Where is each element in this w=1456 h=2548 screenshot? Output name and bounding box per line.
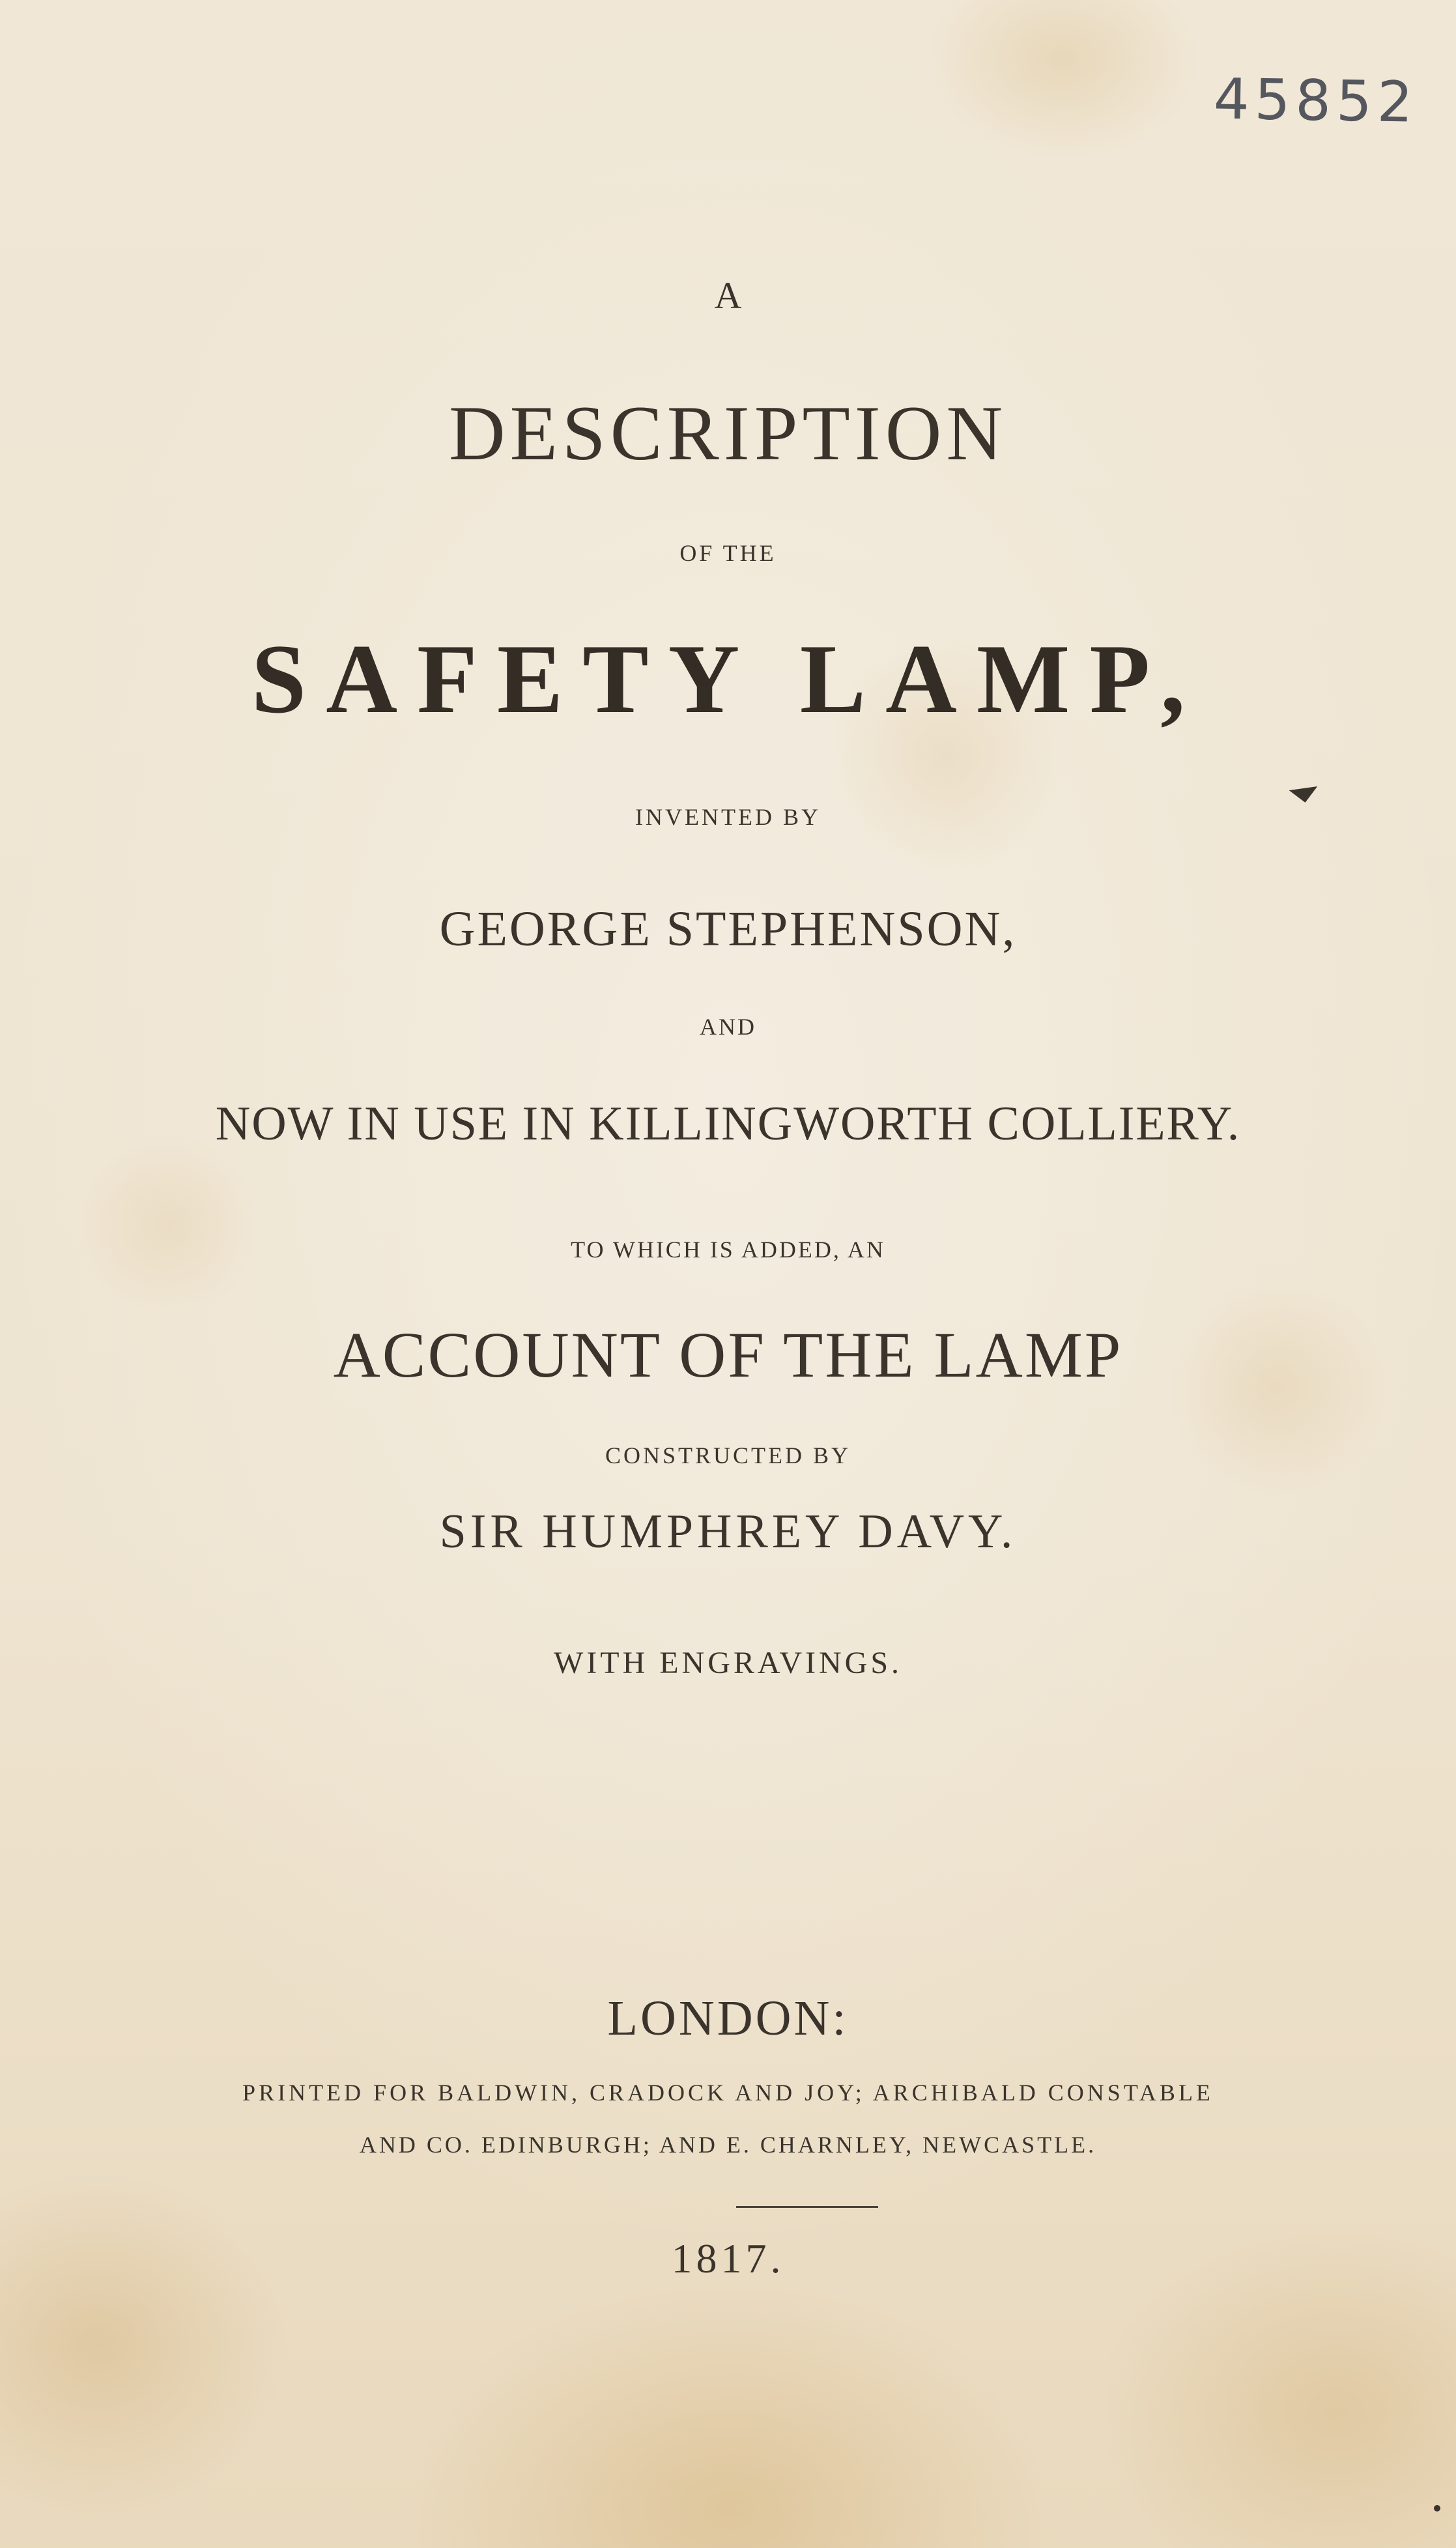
added-label: TO WHICH IS ADDED, AN: [571, 1237, 885, 1263]
title-article: A: [714, 274, 742, 317]
imprint-publishers-line-2: AND CO. EDINBURGH; AND E. CHARNLEY, NEWCASTLE.: [359, 2132, 1097, 2158]
handwritten-catalog-number: 45852: [1213, 66, 1419, 136]
invented-by-label: INVENTED BY: [635, 804, 821, 830]
title-description: DESCRIPTION: [448, 390, 1008, 476]
constructed-by-label: CONSTRUCTED BY: [605, 1442, 851, 1468]
ink-dot: [1434, 2505, 1440, 2512]
davy-name: SIR HUMPHREY DAVY.: [439, 1505, 1017, 1558]
inventor-name: GEORGE STEPHENSON,: [439, 902, 1017, 956]
account-of-lamp: ACCOUNT OF THE LAMP: [333, 1319, 1123, 1391]
imprint-publishers-line-1: PRINTED FOR BALDWIN, CRADOCK AND JOY; ARCHIBALD CONSTABLE: [242, 2080, 1214, 2106]
imprint-place: LONDON:: [607, 1991, 849, 2046]
with-engravings: WITH ENGRAVINGS.: [553, 1646, 903, 1680]
title-safety-lamp: SAFETY LAMP,: [251, 624, 1205, 734]
ink-mark: [1289, 786, 1320, 805]
imprint-divider: [736, 2206, 878, 2208]
title-of-the: OF THE: [679, 540, 777, 566]
colliery-line: NOW IN USE IN KILLINGWORTH COLLIERY.: [215, 1097, 1241, 1151]
imprint-year: 1817.: [671, 2235, 785, 2282]
and-label: AND: [700, 1014, 756, 1040]
